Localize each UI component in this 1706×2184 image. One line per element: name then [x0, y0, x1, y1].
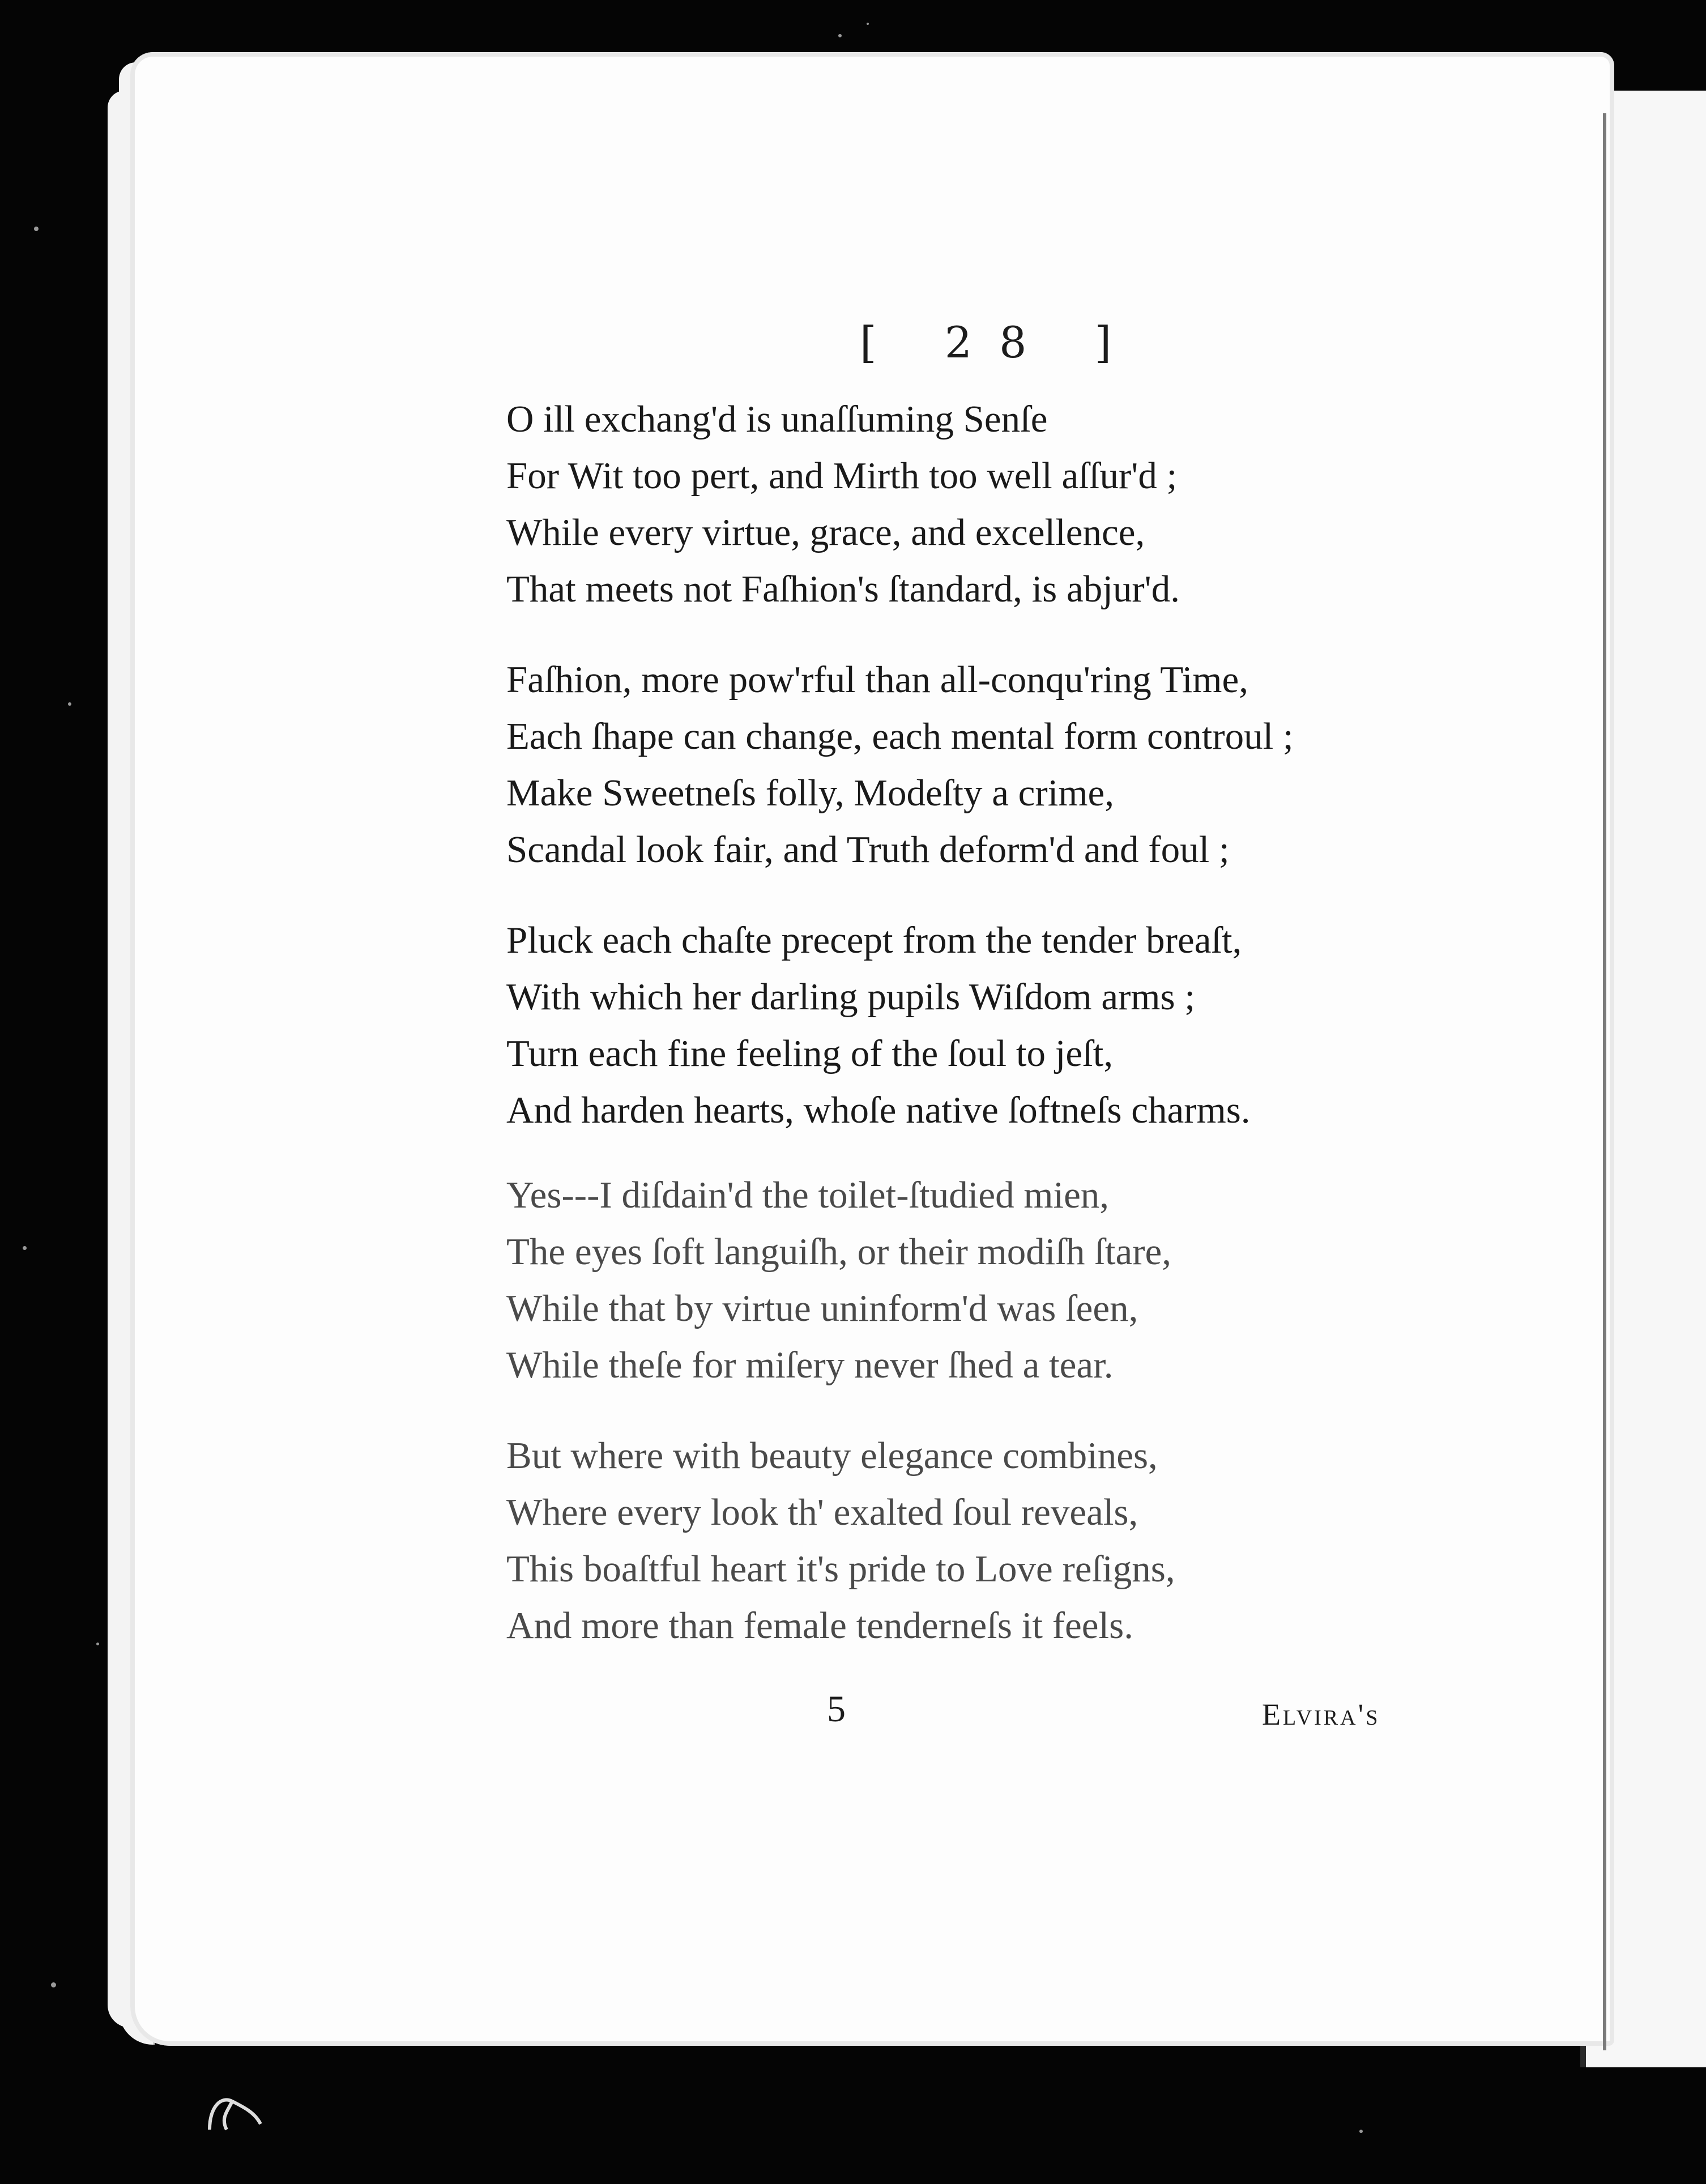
stanza [506, 912, 1356, 1138]
dust-speck [96, 1643, 99, 1645]
dust-speck [867, 23, 869, 25]
verse-line: While theſe for miſery never ſhed a tear. [506, 1344, 1114, 1386]
verse-line: While that by virtue uninform'd was ſeen, [506, 1287, 1138, 1329]
verse-line: While every virtue, grace, and excellence, [506, 511, 1145, 553]
dust-speck [838, 34, 842, 37]
stanza [506, 1167, 1356, 1393]
verse-line: And more than female tenderneſs it feels. [506, 1605, 1133, 1646]
verse-line: But where with beauty elegance combines, [506, 1435, 1158, 1477]
verse-line: Where every look th' exalted ſoul reveals, [506, 1491, 1138, 1533]
verse-line: Yes---I diſdain'd the toilet-ſtudied mien, [506, 1174, 1110, 1216]
verse-line: And harden hearts, whoſe native ſoftneſs charms. [506, 1089, 1251, 1131]
library-stamp-mark [204, 2090, 266, 2135]
verse-line: The eyes ſoft languiſh, or their modiſh ſtare, [506, 1231, 1172, 1273]
verse-line: Turn each fine feeling of the ſoul to jeſt, [506, 1033, 1114, 1074]
verse-line: Make Sweetneſs folly, Modeſty a crime, [506, 772, 1114, 814]
verse-line: Each ſhape can change, each mental form controul ; [506, 715, 1294, 757]
verse-line: This boaſtful heart it's pride to Love reſigns, [506, 1548, 1175, 1590]
dust-speck [51, 1982, 56, 1987]
stanza [506, 391, 1356, 617]
gutter-shadow [1603, 113, 1606, 2050]
stanza [506, 651, 1356, 878]
verse-line: Pluck each chaſte precept from the tender breaſt, [506, 919, 1242, 961]
page-number: [ 28 ] [860, 317, 1139, 368]
verse-line: O ill exchang'd is unaſſuming Senſe [506, 398, 1048, 440]
verse-line: For Wit too pert, and Mirth too well aſſur'd ; [506, 455, 1178, 497]
verse-line: Faſhion, more pow'rful than all-conqu'ring Time, [506, 659, 1249, 701]
catchword: Elvira's [1262, 1697, 1380, 1731]
dust-speck [23, 1246, 27, 1250]
signature-mark: 5 [827, 1688, 846, 1730]
stanza [506, 1427, 1356, 1654]
dust-speck [68, 702, 71, 706]
dust-speck [34, 227, 39, 231]
verse-line: That meets not Faſhion's ſtandard, is abjur'd. [506, 568, 1180, 610]
verse-line: Scandal look fair, and Truth deform'd and foul ; [506, 829, 1230, 871]
verse-line: With which her darling pupils Wiſdom arms ; [506, 976, 1195, 1018]
dust-speck [1359, 2130, 1363, 2133]
